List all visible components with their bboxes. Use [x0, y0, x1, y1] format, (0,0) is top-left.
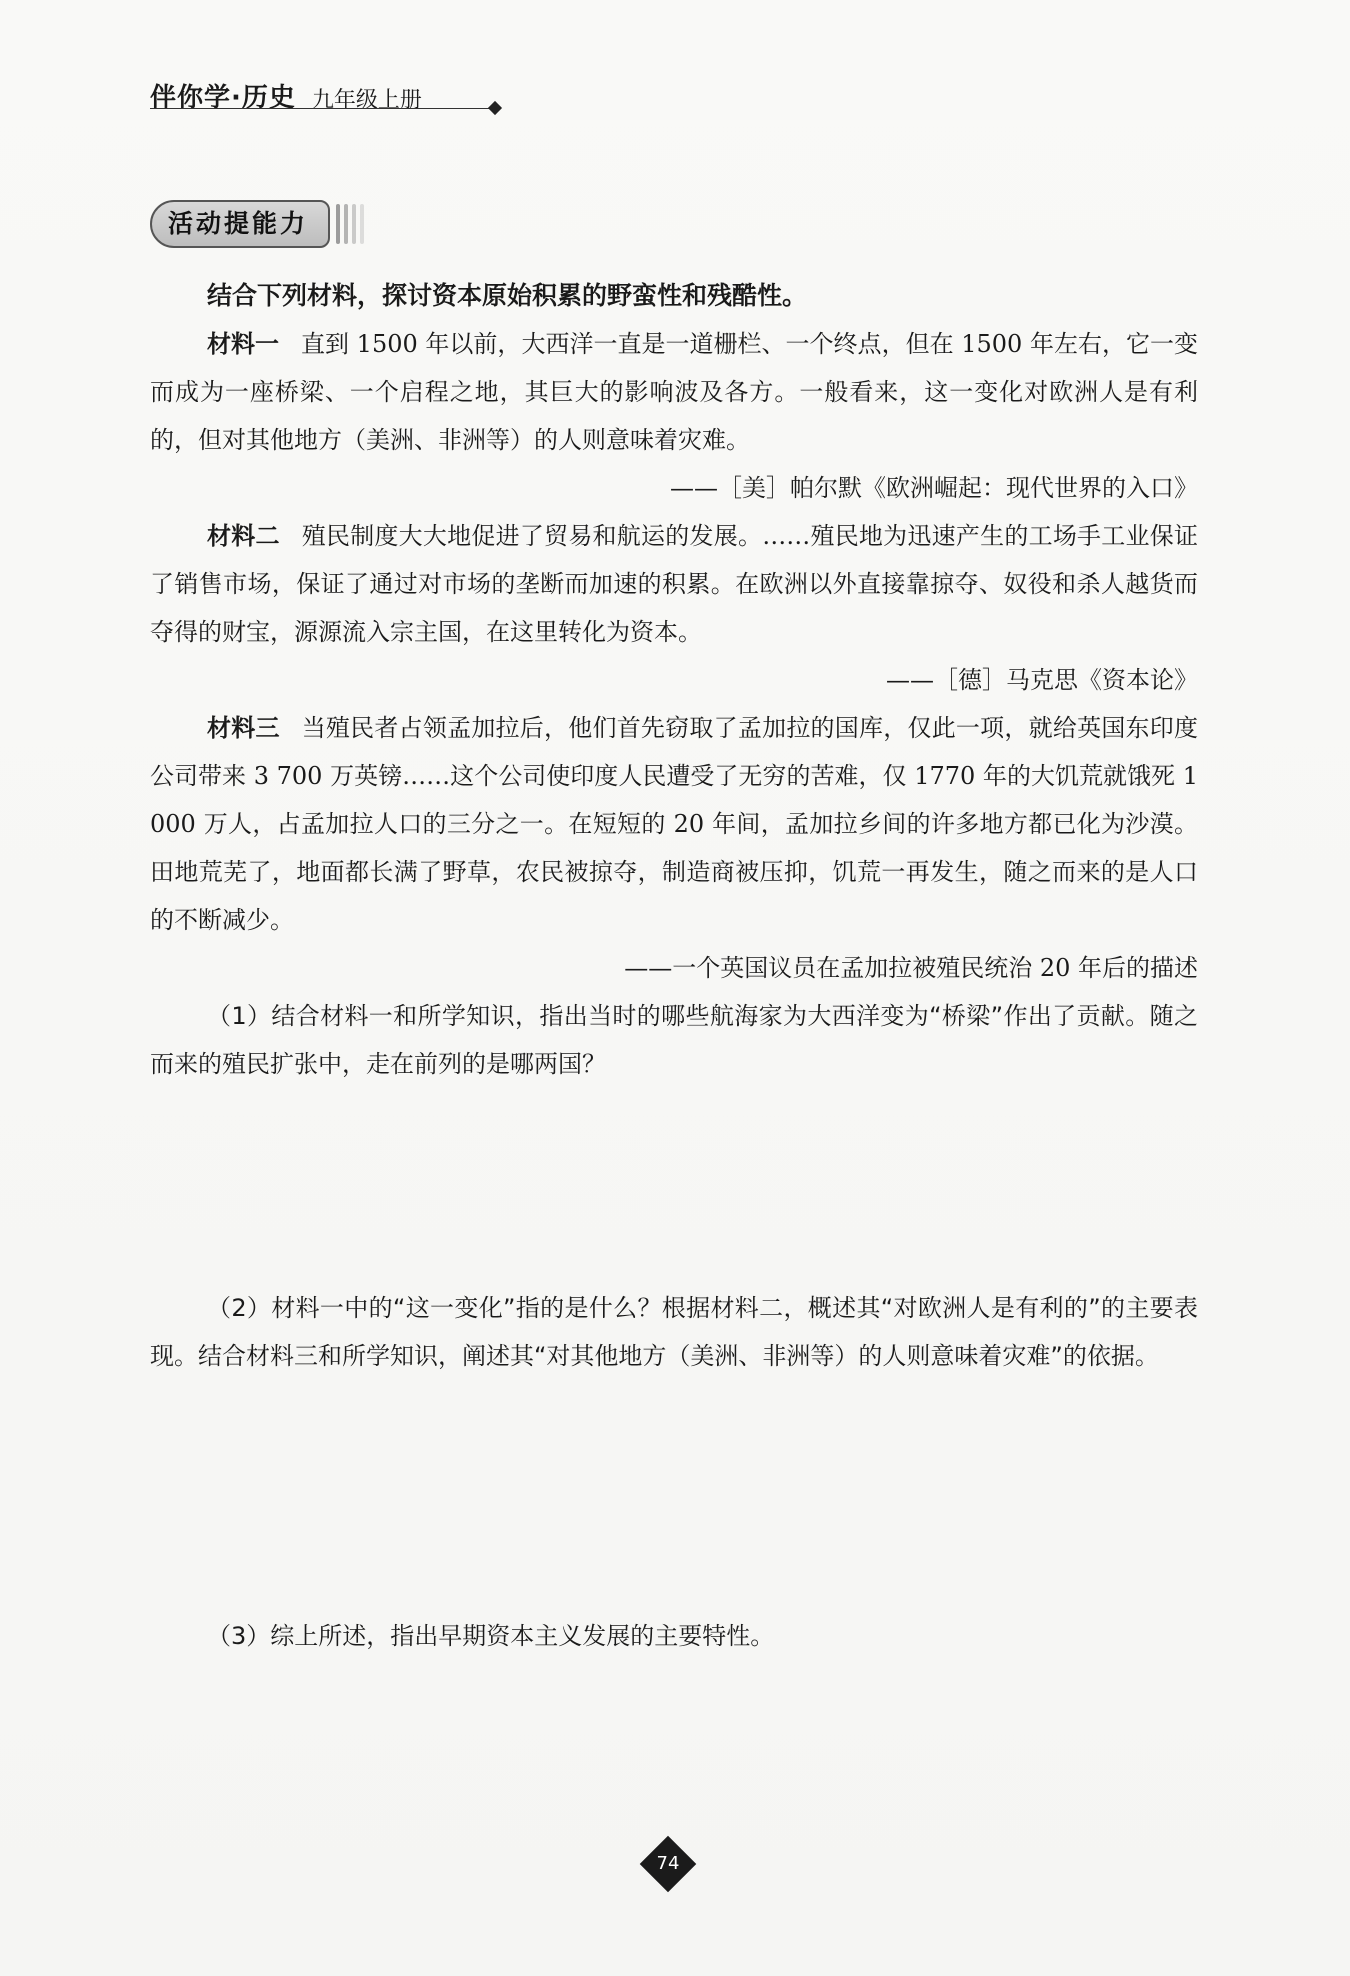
material-source: ——［德］马克思《资本论》	[886, 666, 1198, 694]
material-label: 材料一	[207, 330, 280, 358]
material-text: 当殖民者占领孟加拉后，他们首先窃取了孟加拉的国库，仅此一项，就给英国东印度公司带来 3 700 万英镑……这个公司使印度人民遭受了无穷的苦难，仅 1770 年的大饥荒就饿死 1 000 万人，占孟加拉人口的三分之一。在短短的 20 年间，孟加拉乡间的许多地方都已化为沙漠。田地荒芜了，地面都长满了野草，农民被掠夺，制造商被压抑，饥荒一再发生，随之而来的是人口的不断减少。	[150, 714, 1199, 934]
section-title: 活动提能力	[168, 209, 309, 238]
material-source: ——［美］帕尔默《欧洲崛起：现代世界的入口》	[670, 474, 1198, 502]
material-3	[150, 704, 1198, 944]
banner-stripe-decoration	[360, 204, 364, 244]
question-1: （1）结合材料一和所学知识，指出当时的哪些航海家为大西洋变为“桥梁”作出了贡献。随之而来的殖民扩张中，走在前列的是哪两国？	[150, 1002, 1198, 1078]
task-instruction: 结合下列材料，探讨资本原始积累的野蛮性和残酷性。	[207, 281, 808, 310]
book-subtitle: 九年级上册	[311, 88, 422, 113]
running-header	[150, 82, 500, 114]
banner-stripe-decoration	[344, 204, 348, 244]
material-label: 材料二	[207, 522, 280, 550]
page-number-badge	[642, 1838, 694, 1890]
page-number: 74	[656, 1853, 680, 1874]
header-rule	[150, 108, 490, 109]
material-text: 直到 1500 年以前，大西洋一直是一道栅栏、一个终点，但在 1500 年左右，它一变而成为一座桥梁、一个启程之地，其巨大的影响波及各方。一般看来，这一变化对欧洲人是有利的，但对其他地方（美洲、非洲等）的人则意味着灾难。	[150, 330, 1199, 454]
material-1	[150, 320, 1198, 464]
material-text: 殖民制度大大地促进了贸易和航运的发展。……殖民地为迅速产生的工场手工业保证了销售市场，保证了通过对市场的垄断而加速的积累。在欧洲以外直接靠掠夺、奴役和杀人越货而夺得的财宝，源源流入宗主国，在这里转化为资本。	[150, 522, 1199, 646]
banner-stripe-decoration	[336, 204, 340, 244]
material-label: 材料三	[207, 714, 280, 742]
section-banner	[150, 200, 365, 248]
question-2: （2）材料一中的“这一变化”指的是什么？根据材料二，概述其“对欧洲人是有利的”的主要表现。结合材料三和所学知识，阐述其“对其他地方（美洲、非洲等）的人则意味着灾难”的依据。	[150, 1294, 1198, 1370]
material-source: ——一个英国议员在孟加拉被殖民统治 20 年后的描述	[624, 954, 1198, 982]
banner-stripe-decoration	[352, 204, 356, 244]
book-title: 伴你学·历史	[150, 83, 296, 113]
material-2	[150, 512, 1198, 656]
question-3: （3）综上所述，指出早期资本主义发展的主要特性。	[207, 1622, 775, 1650]
